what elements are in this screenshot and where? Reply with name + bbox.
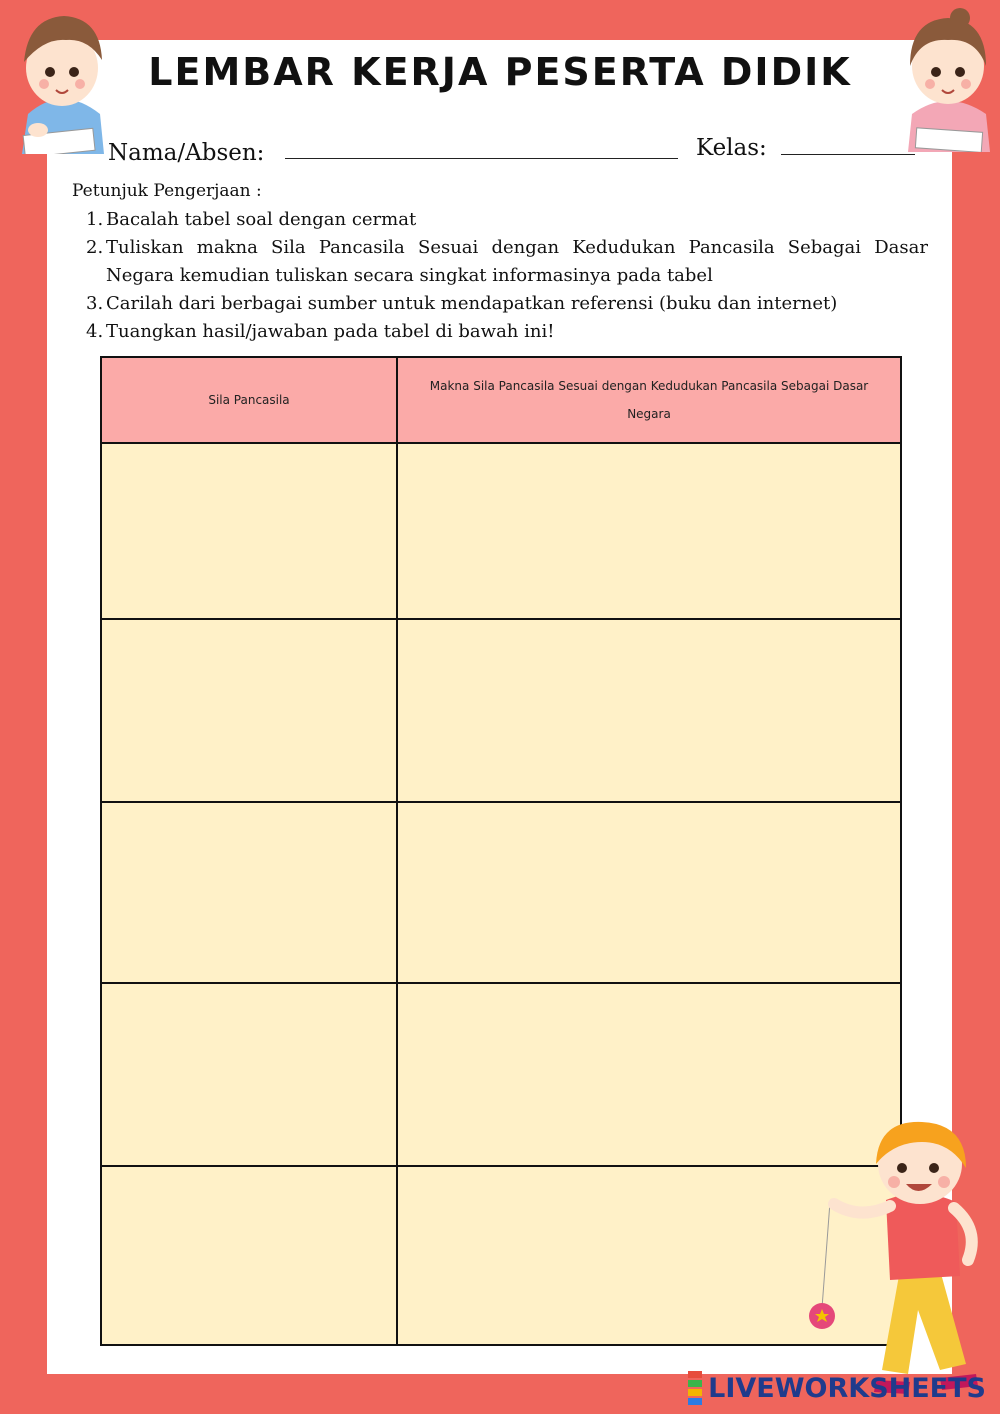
answer-cell-sila[interactable] bbox=[101, 619, 397, 802]
answer-cell-makna[interactable] bbox=[397, 802, 901, 983]
instruction-item bbox=[86, 318, 928, 346]
table-header-row bbox=[101, 357, 901, 443]
nama-absen-label: Nama/Absen: bbox=[108, 140, 265, 166]
liveworksheets-logo-icon bbox=[688, 1370, 702, 1406]
instruction-text: Tuliskan makna Sila Pancasila Sesuai dengan Kedudukan Pancasila Sebagai Dasar Negara kemudian tuliskan secara singkat informasinya pada tabel bbox=[106, 237, 928, 286]
kelas-label: Kelas: bbox=[696, 135, 767, 161]
brand-text: LIVEWORKSHEETS bbox=[708, 1372, 986, 1404]
answer-cell-sila[interactable] bbox=[101, 802, 397, 983]
instruction-text: Tuangkan hasil/jawaban pada tabel di bawah ini! bbox=[106, 321, 555, 342]
instruction-text: Bacalah tabel soal dengan cermat bbox=[106, 209, 417, 230]
table-row bbox=[101, 802, 901, 983]
header-sila-pancasila: Sila Pancasila bbox=[101, 357, 397, 443]
table-row bbox=[101, 983, 901, 1166]
instruction-number: 2. bbox=[86, 237, 104, 258]
table-row bbox=[101, 443, 901, 619]
table-row bbox=[101, 1166, 901, 1345]
instructions-heading: Petunjuk Pengerjaan : bbox=[72, 181, 262, 201]
kelas-blank[interactable] bbox=[781, 154, 915, 155]
instruction-number: 4. bbox=[86, 321, 104, 342]
instruction-text: Carilah dari berbagai sumber untuk mendapatkan referensi (buku dan internet) bbox=[106, 293, 838, 314]
answer-table bbox=[100, 356, 902, 1346]
instruction-number: 1. bbox=[86, 209, 104, 230]
instruction-item bbox=[86, 206, 928, 234]
instruction-item bbox=[86, 234, 928, 290]
nama-absen-blank[interactable] bbox=[285, 158, 678, 159]
instruction-number: 3. bbox=[86, 293, 104, 314]
liveworksheets-brand bbox=[688, 1370, 986, 1406]
answer-cell-sila[interactable] bbox=[101, 983, 397, 1166]
answer-cell-makna[interactable] bbox=[397, 619, 901, 802]
answer-cell-makna[interactable] bbox=[397, 443, 901, 619]
answer-cell-sila[interactable] bbox=[101, 443, 397, 619]
table-row bbox=[101, 619, 901, 802]
header-makna-sila: Makna Sila Pancasila Sesuai dengan Kedudukan Pancasila Sebagai Dasar Negara bbox=[397, 357, 901, 443]
instruction-item bbox=[86, 290, 928, 318]
answer-cell-sila[interactable] bbox=[101, 1166, 397, 1345]
page-title: LEMBAR KERJA PESERTA DIDIK bbox=[148, 50, 852, 94]
